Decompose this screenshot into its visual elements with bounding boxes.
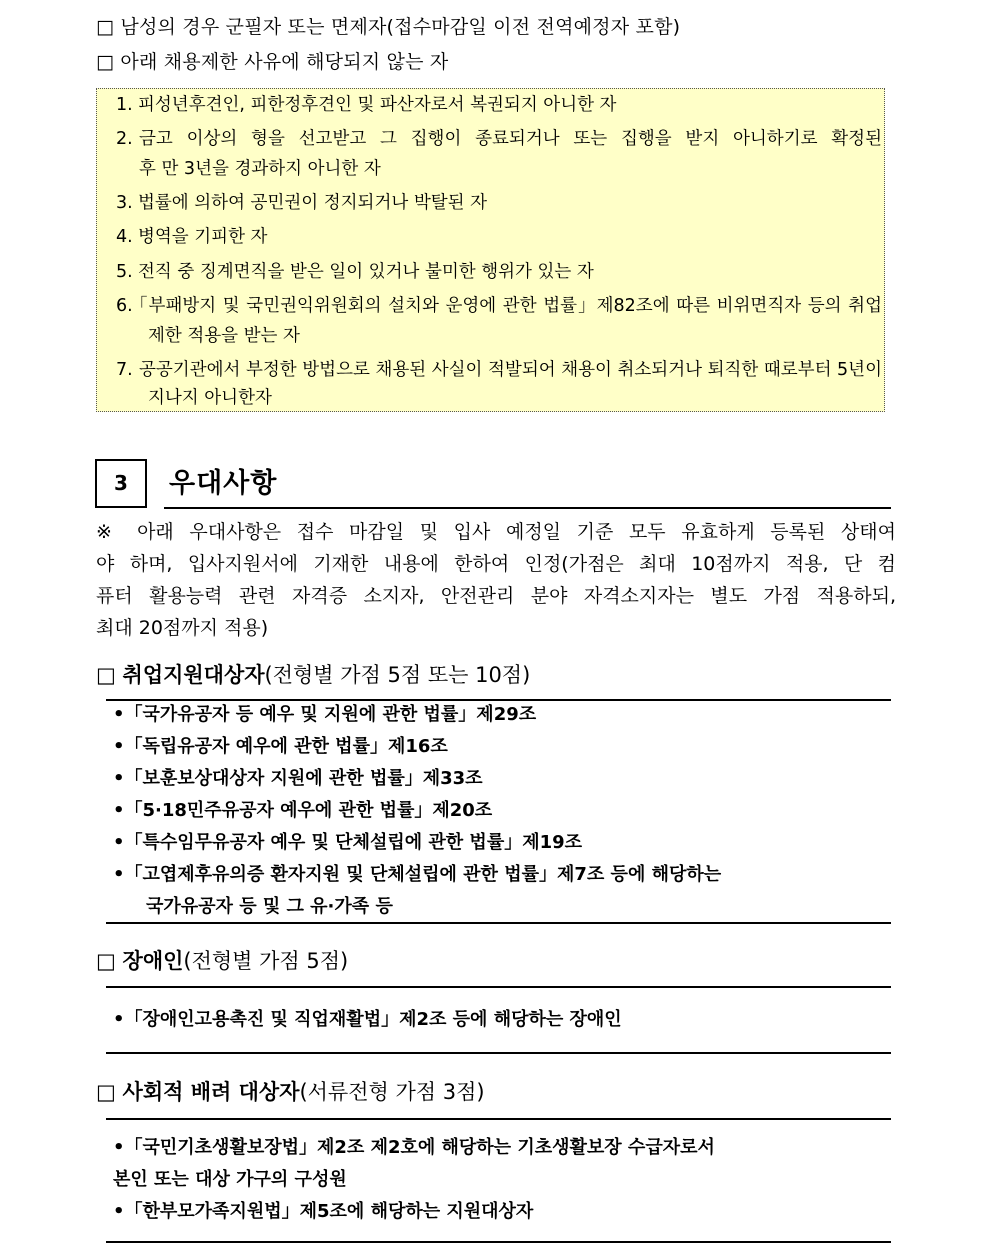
- law-item: •「특수임무유공자 예우 및 단체설립에 관한 법률」제19조: [113, 832, 583, 853]
- category-title: 사회적 배려 대상자: [122, 1080, 300, 1104]
- law-item: •「국민기초생활보장법」제2조 제2호에 해당하는 기초생활보장 수급자로서: [113, 1137, 715, 1158]
- section-number: 3: [95, 459, 147, 508]
- category-disabled-heading: [96, 946, 348, 976]
- preference-note-line: 최대 20점까지 적용): [96, 617, 269, 639]
- restriction-item-7: [116, 355, 138, 385]
- section-title: 우대사항: [169, 468, 278, 499]
- divider: [106, 986, 891, 988]
- restriction-text: 전직 중 징계면직을 받은 일이 있거나 불미한 행위가 있는 자: [138, 262, 594, 282]
- restriction-text: 병역을 기피한 자: [138, 227, 268, 247]
- restriction-text: 공공기관에서 부정한 방법으로 채용된 사실이 적발되어 채용이 취소되거나 퇴직한 때로부터 5년이: [139, 360, 882, 380]
- restriction-item-5: [116, 257, 594, 287]
- law-item-cont: 본인 또는 대상 가구의 구성원: [113, 1169, 347, 1190]
- restriction-number: 1.: [116, 95, 133, 115]
- category-note: (전형별 가점 5점 또는 10점): [264, 663, 531, 687]
- checkbox-square-icon: □: [96, 1080, 116, 1104]
- restriction-item-4: [116, 222, 267, 252]
- preference-note-line: ※ 아래 우대사항은 접수 마감일 및 입사 예정일 기준 모두 유효하게 등록된 상태여: [96, 521, 896, 543]
- restriction-number: 5.: [116, 262, 133, 282]
- law-item: •「5·18민주유공자 예우에 관한 법률」제20조: [113, 800, 493, 821]
- law-item: •「국가유공자 등 예우 및 지원에 관한 법률」제29조: [113, 704, 537, 725]
- category-title: 취업지원대상자: [122, 663, 265, 687]
- law-item: •「한부모가족지원법」제5조에 해당하는 지원대상자: [113, 1201, 534, 1222]
- restriction-text-cont: 지나지 아니한자: [148, 388, 272, 408]
- preference-note-line: 퓨터 활용능력 관련 자격증 소지자, 안전관리 분야 자격소지자는 별도 가점 적용하되,: [96, 585, 896, 607]
- restriction-item-1: [116, 90, 616, 120]
- restriction-number: 3.: [116, 193, 133, 213]
- checkbox-square-icon: □: [96, 663, 116, 687]
- restriction-number: 7.: [116, 360, 133, 380]
- restriction-item-2: [116, 124, 138, 154]
- restriction-text: 「부패방지 및 국민권익위원회의 설치와 운영에 관한 법률」제82조에 따른 비위면직자 등의 취업: [130, 296, 882, 316]
- qualification-no-restriction: □ 아래 채용제한 사유에 해당되지 않는 자: [96, 51, 449, 73]
- restriction-text: 피성년후견인, 피한정후견인 및 파산자로서 복권되지 아니한 자: [138, 95, 617, 115]
- section-title-underline: [164, 507, 891, 509]
- law-item: •「보훈보상대상자 지원에 관한 법률」제33조: [113, 768, 483, 789]
- restriction-text: 금고 이상의 형을 선고받고 그 집행이 종료되거나 또는 집행을 받지 아니하기로 확정된: [139, 129, 882, 149]
- category-title: 장애인: [122, 949, 184, 973]
- law-item: •「장애인고용촉진 및 직업재활법」제2조 등에 해당하는 장애인: [113, 1009, 622, 1030]
- restriction-number: 4.: [116, 227, 133, 247]
- restriction-number: 6.: [116, 296, 133, 316]
- category-note: (전형별 가점 5점): [183, 949, 349, 973]
- restriction-item-6: [116, 291, 133, 321]
- law-item: •「고엽제후유의증 환자지원 및 단체설립에 관한 법률」제7조 등에 해당하는: [113, 864, 722, 885]
- restriction-text-cont: 후 만 3년을 경과하지 아니한 자: [139, 159, 381, 179]
- category-employment-heading: [96, 660, 530, 690]
- qualification-military: □ 남성의 경우 군필자 또는 면제자(접수마감일 이전 전역예정자 포함): [96, 16, 681, 38]
- divider: [106, 1241, 891, 1243]
- category-note: (서류전형 가점 3점): [299, 1080, 485, 1104]
- preference-note-line: 야 하며, 입사지원서에 기재한 내용에 한하여 인정(가점은 최대 10점까지 적용, 단 컴: [96, 553, 896, 575]
- restriction-item-3: [116, 188, 487, 218]
- checkbox-square-icon: □: [96, 949, 116, 973]
- restriction-text-cont: 제한 적용을 받는 자: [148, 326, 300, 346]
- category-social-heading: [96, 1077, 485, 1107]
- divider: [106, 1052, 891, 1054]
- law-item: •「독립유공자 예우에 관한 법률」제16조: [113, 736, 448, 757]
- law-item-cont: 국가유공자 등 및 그 유·가족 등: [146, 896, 393, 917]
- restriction-number: 2.: [116, 129, 133, 149]
- divider: [106, 1118, 891, 1120]
- divider: [106, 922, 891, 924]
- restriction-text: 법률에 의하여 공민권이 정지되거나 박탈된 자: [138, 193, 488, 213]
